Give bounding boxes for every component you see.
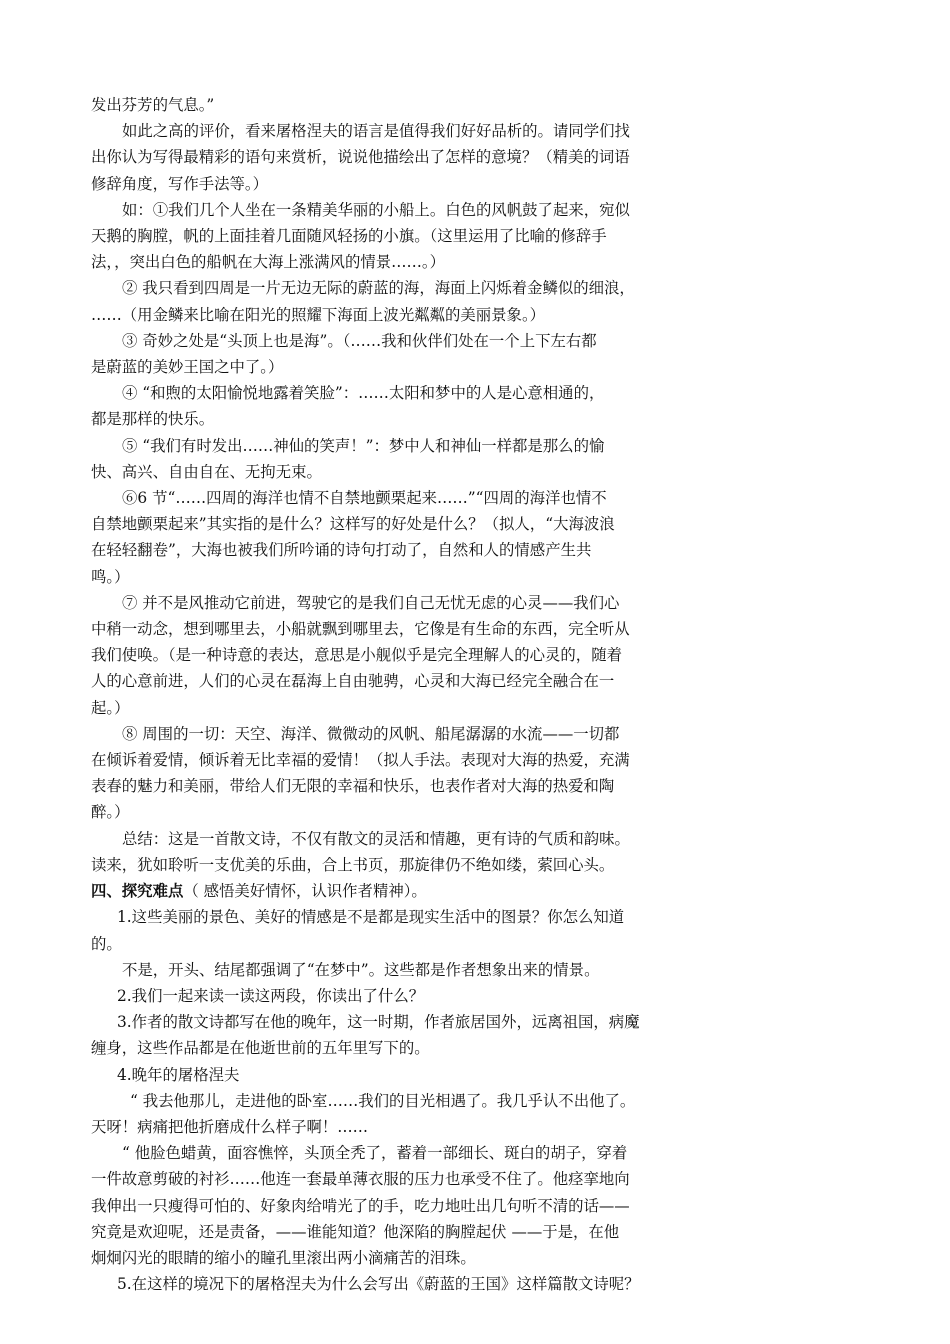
text-line: ⑥6 节“……四周的海洋也情不自禁地颤栗起来……”“四周的海洋也情不	[122, 489, 607, 508]
text-line: 天呀！病痛把他折磨成什么样子啊！……	[91, 1117, 369, 1136]
body-text	[91, 92, 691, 878]
section-heading-note: （ 感悟美好情怀，认识作者精神）。	[183, 882, 427, 901]
text-line: 修辞角度，写作手法等。）	[91, 174, 268, 193]
text-line: 都是那样的快乐。	[91, 410, 215, 429]
text-line: 4.晚年的屠格涅夫	[117, 1065, 240, 1084]
text-line: 表春的魅力和美丽，带给人们无限的幸福和快乐，也表作者对大海的热爱和陶	[91, 777, 615, 796]
text-line: 醉。）	[91, 803, 130, 822]
text-line: 总结：这是一首散文诗，不仅有散文的灵活和情趣，更有诗的气质和韵味。	[122, 829, 630, 848]
text-line: 如此之高的评价，看来屠格涅夫的语言是值得我们好好品析的。请同学们找	[122, 122, 630, 141]
document-page	[91, 92, 691, 1297]
text-line: “ 他脸色蜡黄，面容憔悴，头顶全秃了，蓄着一部细长、斑白的胡子，穿着	[122, 1144, 628, 1163]
text-line: 鸣。）	[91, 567, 130, 586]
text-line: 法，，突出白色的船帆在大海上涨满风的情景……。）	[91, 253, 445, 272]
text-line: ⑦ 并不是风推动它前进，驾驶它的是我们自己无忧无虑的心灵——我们心	[122, 593, 620, 612]
text-line: 读来，犹如聆听一支优美的乐曲，合上书页，那旋律仍不绝如缕，萦回心头。	[91, 855, 615, 874]
question-paragraph	[91, 1009, 691, 1061]
text-line: 自禁地颤栗起来”其实指的是什么？这样写的好处是什么？（拟人，“大海波浪	[91, 515, 615, 534]
question-paragraph	[91, 1271, 691, 1297]
text-line: 人的心意前进，人们的心灵在磊海上自由驰骋，心灵和大海已经完全融合在一	[91, 672, 615, 691]
text-line: 缠身，这些作品都是在他逝世前的五年里写下的。	[91, 1039, 430, 1058]
paragraph	[91, 92, 691, 118]
text-line: 5.在这样的境况下的屠格涅夫为什么会写出《蔚蓝的王国》这样篇散文诗呢？	[117, 1275, 640, 1294]
text-line: 我们使唤。（是一种诗意的表达，意思是小舰似乎是完全理解人的心灵的，随着	[91, 646, 622, 665]
text-line: 究竟是欢迎呢，还是责备，——谁能知道？他深陷的胸膛起伏 ——于是，在他	[91, 1222, 620, 1241]
text-line: “ 我去他那儿，走进他的卧室……我们的目光相遇了。我几乎认不出他了。	[130, 1091, 636, 1110]
text-line: 如：①我们几个人坐在一条精美华丽的小船上。白色的风帆鼓了起来，宛似	[122, 200, 630, 219]
text-line: ④ “和煦的太阳愉悦地露着笑脸”：……太阳和梦中的人是心意相通的，	[122, 384, 605, 403]
paragraph	[91, 380, 691, 432]
text-line: ⑧ 周围的一切：天空、海洋、微微动的风帆、船尾潺潺的水流——一切都	[122, 724, 620, 743]
paragraph	[91, 197, 691, 276]
text-line: 一件故意剪破的衬衫……他连一套最单薄衣服的压力也承受不住了。他痉挛地向	[91, 1170, 630, 1189]
section-heading-title: 四、探究难点	[91, 882, 184, 901]
question-paragraph	[91, 957, 691, 983]
text-line: 1.这些美丽的景色、美好的情感是不是都是现实生活中的图景？你怎么知道	[117, 908, 625, 927]
paragraph	[91, 328, 691, 380]
text-line: 中稍一动念，想到哪里去，小船就飘到哪里去，它像是有生命的东西，完全听从	[91, 620, 630, 639]
paragraph	[91, 275, 691, 327]
text-line: 我伸出一只瘦得可怕的、好象肉给啃光了的手，吃力地吐出几句听不清的话——	[91, 1196, 630, 1215]
text-line: 快、高兴、自由自在、无拘无束。	[91, 462, 322, 481]
text-line: 的。	[91, 934, 122, 953]
paragraph	[91, 433, 691, 485]
section-heading	[91, 878, 691, 904]
text-line: 发出芬芳的气息。”	[91, 96, 215, 114]
paragraph	[91, 118, 691, 197]
text-line: 天鹅的胸膛，帆的上面挂着几面随风轻扬的小旗。（这里运用了比喻的修辞手	[91, 227, 607, 246]
question-paragraph	[91, 1062, 691, 1088]
question-paragraph	[91, 983, 691, 1009]
text-line: ⑤ “我们有时发出……神仙的笑声！”：梦中人和神仙一样都是那么的愉	[122, 436, 605, 455]
text-line: ② 我只看到四周是一片无边无际的蔚蓝的海，海面上闪烁着金鳞似的细浪，	[122, 279, 635, 298]
text-line: 在轻轻翻卷”，大海也被我们所吟诵的诗句打动了，自然和人的情感产生共	[91, 541, 592, 560]
paragraph	[91, 485, 691, 590]
text-line: 起。）	[91, 698, 130, 717]
question-paragraph	[91, 904, 691, 956]
paragraph	[91, 826, 691, 878]
text-line: ……（用金鳞来比喻在阳光的照耀下海面上波光粼粼的美丽景象。）	[91, 305, 546, 324]
text-line: 在倾诉着爱情，倾诉着无比幸福的爱情！（拟人手法。表现对大海的热爱，充满	[91, 751, 630, 770]
text-line: 2.我们一起来读一读这两段，你读出了什么？	[117, 986, 425, 1005]
question-paragraph	[91, 1140, 691, 1271]
paragraph	[91, 721, 691, 826]
text-line: 出你认为写得最精彩的语句来赏析，说说他描绘出了怎样的意境？（精美的词语	[91, 148, 630, 167]
text-line: 是蔚蓝的美妙王国之中了。）	[91, 358, 284, 377]
question-paragraph	[91, 1088, 691, 1140]
question-list	[91, 904, 691, 1297]
text-line: 3.作者的散文诗都写在他的晚年，这一时期，作者旅居国外，远离祖国，病魔	[117, 1013, 640, 1032]
text-line: 不是，开头、结尾都强调了“在梦中”。这些都是作者想象出来的情景。	[122, 960, 600, 979]
paragraph	[91, 590, 691, 721]
text-line: 炯炯闪光的眼睛的缩小的瞳孔里滚出两小滴痛苦的泪珠。	[91, 1248, 476, 1267]
text-line: ③ 奇妙之处是“头顶上也是海”。（……我和伙伴们处在一个上下左右都	[122, 331, 597, 350]
